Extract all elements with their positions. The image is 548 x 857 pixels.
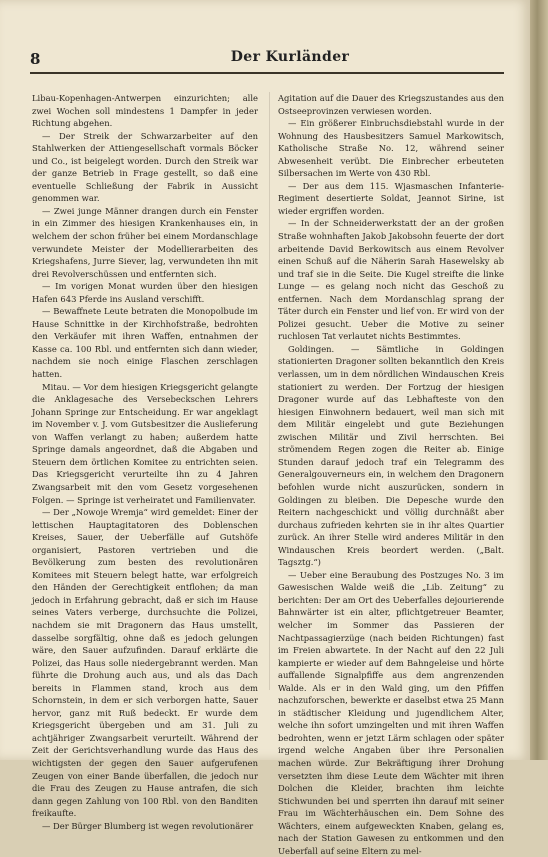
article-paragraph: Agitation auf die Dauer des Kriegszustandes aus den Ostseeprovinzen verwiesen worden. — [278, 93, 504, 116]
article-paragraph: Libau-Kopenhagen-Antwerpen einzurichten; alle zwei Wochen soll mindestens 1 Dampfer in jeder Richtung abgehen. — [32, 93, 258, 129]
article-paragraph: Mitau. — Vor dem hiesigen Kriegsgericht gelangte die Anklagesache des Versebeckschen Lehrers Johann Springe zur Entscheidung. Er war angeklagt im November v. J. vom Gutsbesitzer die Auslieferung von Waffen verlangt zu haben; außerdem hatte Springe damals angeordnet, daß die Abgaben und Steuern dem örtlichen Komitee zu entrichten seien. Das Kriegsgericht verurteilte ihn zu 4 Jahren Zwangsarbeit mit den vom Gesetz vorgesehenen Folgen. — Springe ist verheiratet und Familienvater. — [32, 381, 258, 505]
right-column — [278, 92, 504, 857]
article-paragraph: Goldingen. — Sämtliche in Goldingen stationierten Dragoner sollten bekanntlich den Kreis verlassen, um in dem nördlichen Windauschen Kreis stationiert zu werden. Der Fortzug der hiesigen Dragoner wurde auf das Lebhafteste von den hiesigen Einwohnern bedauert, weil man sich mit dem Militär eingelebt und gute Beziehungen zwischen Militär und Zivil herrschten. Bei strömendem Regen zogen die Reiter ab. Einige Stunden darauf jedoch traf ein Telegramm des Generalgouverneurs ein, in welchem den Dragonern befohlen wurde nicht auszurücken, sondern in Goldingen zu bleiben. Die Depesche wurde den Reitern nachgeschickt und völlig durchnäßt aber durchaus zufrieden kehrten sie in ihr altes Quartier zurück. An ihrer Stelle wird anderes Militär in den Windauschen Kreis beordert werden. („Balt. Tagsztg.“) — [278, 343, 504, 568]
article-paragraph: — Im vorigen Monat wurden über den hiesigen Hafen 643 Pferde ins Ausland verschifft. — [32, 281, 258, 304]
running-head-title: Der Kurländer — [230, 49, 350, 65]
article-paragraph: — Zwei junge Männer drangen durch ein Fenster in ein Zimmer des hiesigen Krankenhauses ein, in welchem der schon früher bei einem Mordanschlage verwundete Meister der Modellierarbeiten des Kriegshafens, Jurre Siever, lag, verwundeten ihn mit drei Revolverschüssen und entfernten sich. — [32, 205, 258, 279]
article-paragraph: — Der Bürger Blumberg ist wegen revolutionärer — [42, 820, 254, 831]
page-edge — [530, 0, 548, 760]
header-rule — [30, 72, 504, 74]
article-paragraph: — Bewaffnete Leute betraten die Monopolbude im Hause Schnittke in der Kirchhofstraße, bedrohten den Verkäufer mit ihren Waffen, entnahmen der Kasse ca. 100 Rbl. und entfernten sich dann wieder, nachdem sie noch einige Flaschen zerschlagen hatten. — [32, 306, 258, 380]
page-number: 8 — [30, 50, 41, 68]
article-paragraph: — Der „Nowoje Wremja“ wird gemeldet: Einer der lettischen Hauptagitatoren des Doblenschen Kreises, Sauer, der Ueberfälle auf Gutshöfe organisiert, Pastoren vertrieben und die Bevölkerung zum besten des revolutionären Komitees mit Steuern belegt hatte, war erfolgreich den Händen der Gerechtigkeit entflohen; da man jedoch in Erfahrung gebracht, daß er sich im Hause seines Vaters verberge, durchsuchte die Polizei, nachdem sie mit Dragonern das Haus umstellt, dasselbe sorgfältig, ohne daß es jedoch gelungen wäre, den Sauer aufzufinden. Darauf erklärte die Polizei, das Haus solle niedergebrannt werden. Man führte die Drohung auch aus, und als das Dach bereits in Flammen stand, kroch aus dem Schornstein, in dem er sich verborgen hatte, Sauer hervor, ganz mit Ruß bedeckt. Er wurde dem Kriegsgericht übergeben und am 31. Juli zu achtjähriger Zwangsarbeit verurteilt. Während der Zeit der Gerichtsverhandlung wurde das Haus des wichtigsten der gegen den Sauer aufgerufenen Zeugen von einer Bande überfallen, die jedoch nur die Frau des Zeugen zu Hause antrafen, die sich dann gegen Zahlung von 100 Rbl. von den Banditen freikaufte. — [32, 507, 258, 819]
article-paragraph: — Der aus dem 115. Wjasmaschen Infanterie-Regiment desertierte Soldat, Jeannot Sirine, ist wieder ergriffen worden. — [278, 180, 504, 216]
article-paragraph: — In der Schneiderwerkstatt der an der großen Straße wohnhaften Jakob Jakobsohn feuerte der dort arbeitende David Berkowitsch aus einem Revolver einen Schuß auf die Näherin Sarah Hasewelsky ab und traf sie in die Seite. Die Kugel streifte die linke Lunge — es gelang noch nicht das Geschoß zu entfernen. Nach dem Mordanschlag sprang der Täter durch ein Fenster und lief von. Er wird von der Polizei gesucht. Ueber die Motive zu seiner ruchlosen Tat verlautet nichts Bestimmtes. — [278, 218, 504, 342]
article-paragraph: — Der Streik der Schwarzarbeiter auf den Stahlwerken der Attiengesellschaft vormals Böcker und Co., ist beigelegt worden. Durch den Streik war der ganze Betrieb in Frage gestellt, so daß eine eventuelle Schließung der Fabrik in Aussicht genommen war. — [32, 130, 258, 204]
article-paragraph: — Ein größerer Einbruchsdiebstahl wurde in der Wohnung des Hausbesitzers Samuel Markowitsch, Katholische Straße No. 12, während seiner Abwesenheit verübt. Die Einbrecher erbeuteten Silbersachen im Werte von 430 Rbl. — [278, 118, 504, 179]
left-column — [32, 92, 258, 832]
article-paragraph: — Ueber eine Beraubung des Postzuges No. 3 im Gawesischen Walde weiß die „Lib. Zeitung“ zu berichten: Der am Ort des Ueberfalles dejourierende Bahnwärter ist ein alter, pflichtgetreuer Beamter, welcher im Sommer das Passieren der Nachtpassagierzüge (nach beiden Richtungen) fast im Freien abwartete. In der Nacht auf den 22 Juli kampierte er wieder auf dem Bahngeleise und hörte auffallende Signalpfiffe aus dem angrenzenden Walde. Als er in den Wald ging, um den Pfiffen nachzuforschen, bewerkte er daselbst etwa 25 Mann in städtischer Kleidung und jugendlichem Alter, welche ihn sofort umzingelten und mit ihren Waffen bedrohten, wenn er jetzt Lärm schlagen oder später irgend welche Angaben über ihre Personalien machen würde. Zur Bekräftigung ihrer Drohung versetzten ihm diese Leute dem Wächter mit ihren Dolchen die Kleider, brachten ihm leichte Stichwunden bei und sperrten ihn darauf mit seiner Frau im Wächterhäuschen ein. Dem Sohne des Wächters, einem aufgeweckten Knaben, gelang es, nach der Station Gawesen zu entkommen und den Ueberfall auf seine Eltern zu mel- — [278, 569, 504, 856]
column-divider — [269, 92, 270, 690]
